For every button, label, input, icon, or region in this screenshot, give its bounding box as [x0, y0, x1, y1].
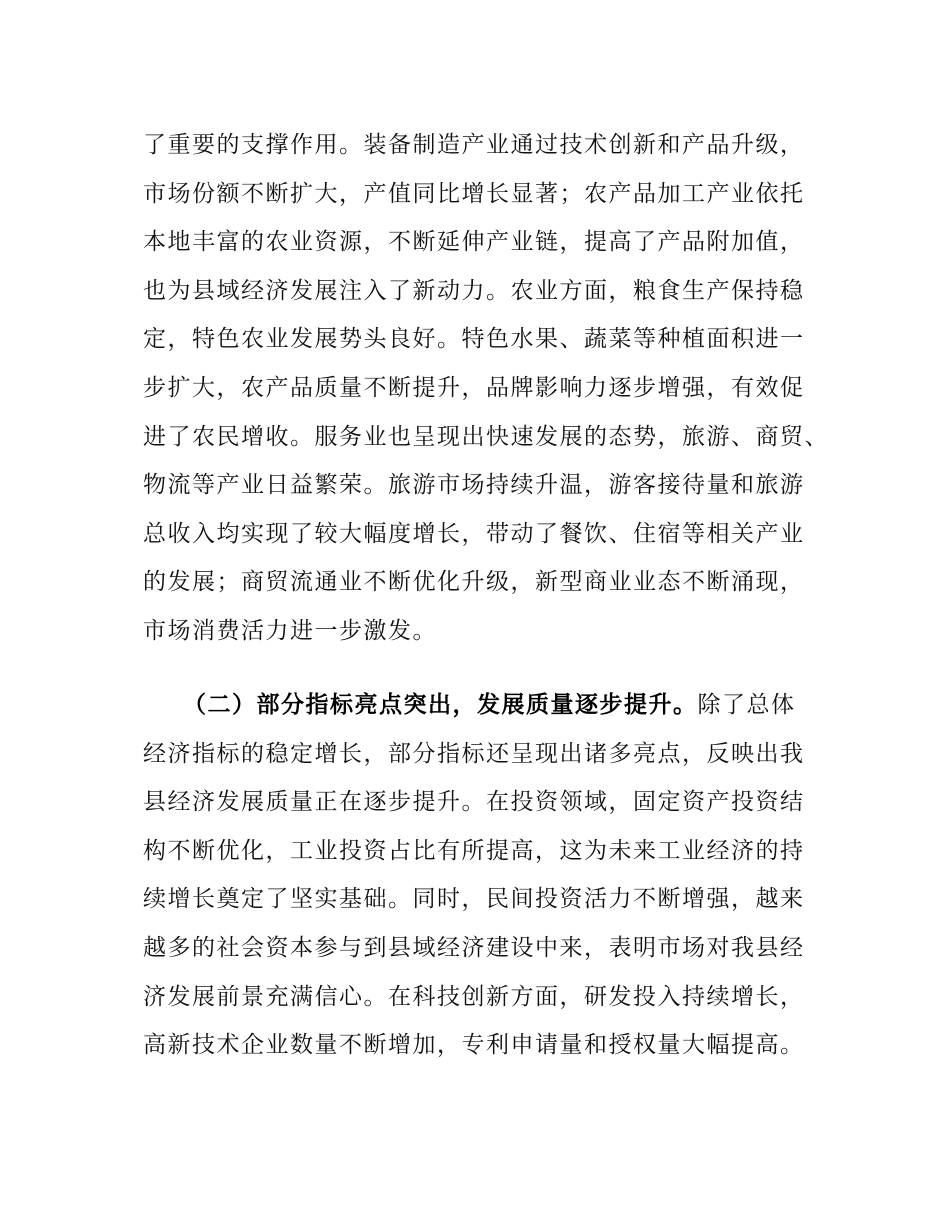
- text-line: 的发展；商贸流通业不断优化升级，新型商业业态不断涌现，: [143, 569, 805, 596]
- text-line: 步扩大，农产品质量不断提升，品牌影响力逐步增强，有效促: [143, 374, 805, 401]
- text-line: 进了农民增收。服务业也呈现出快速发展的态势，旅游、商贸、: [143, 423, 829, 450]
- text-line: 高新技术企业数量不断增加，专利申请量和授权量大幅提高。: [143, 1032, 805, 1059]
- text-line: 了重要的支撑作用。装备制造产业通过技术创新和产品升级，: [143, 132, 805, 158]
- text-line: 市场份额不断扩大，产值同比增长显著；农产品加工产业依托: [143, 180, 805, 207]
- text-line: 济发展前景充满信心。在科技创新方面，研发投入持续增长，: [143, 983, 805, 1010]
- text-line: 越多的社会资本参与到县域经济建设中来，表明市场对我县经: [143, 934, 805, 961]
- text-line: 定，特色农业发展势头良好。特色水果、蔬菜等种植面积进一: [143, 326, 805, 353]
- text-line: 市场消费活力进一步激发。: [143, 617, 437, 644]
- text-line: 本地丰富的农业资源，不断延伸产业链，提高了产品附加值，: [143, 229, 805, 256]
- section-heading: （二）部分指标亮点突出，发展质量逐步提升。: [183, 691, 698, 718]
- text-line: 也为县域经济发展注入了新动力。农业方面，粮食生产保持稳: [143, 277, 805, 304]
- paragraph-indicator-highlights: [143, 681, 833, 1070]
- text-line: [143, 681, 833, 730]
- text-line: 续增长奠定了坚实基础。同时，民间投资活力不断增强，越来: [143, 886, 805, 913]
- text-run: 除了总体: [697, 692, 796, 718]
- text-line: 构不断优化，工业投资占比有所提高，这为未来工业经济的持: [143, 837, 805, 864]
- paragraph-industry-services: [143, 121, 833, 656]
- text-line: 经济指标的稳定增长，部分指标还呈现出诸多亮点，反映出我: [143, 740, 805, 767]
- text-line: 总收入均实现了较大幅度增长，带动了餐饮、住宿等相关产业: [143, 520, 805, 547]
- text-line: 物流等产业日益繁荣。旅游市场持续升温，游客接待量和旅游: [143, 472, 805, 499]
- text-line: 县经济发展质量正在逐步提升。在投资领域，固定资产投资结: [143, 789, 805, 816]
